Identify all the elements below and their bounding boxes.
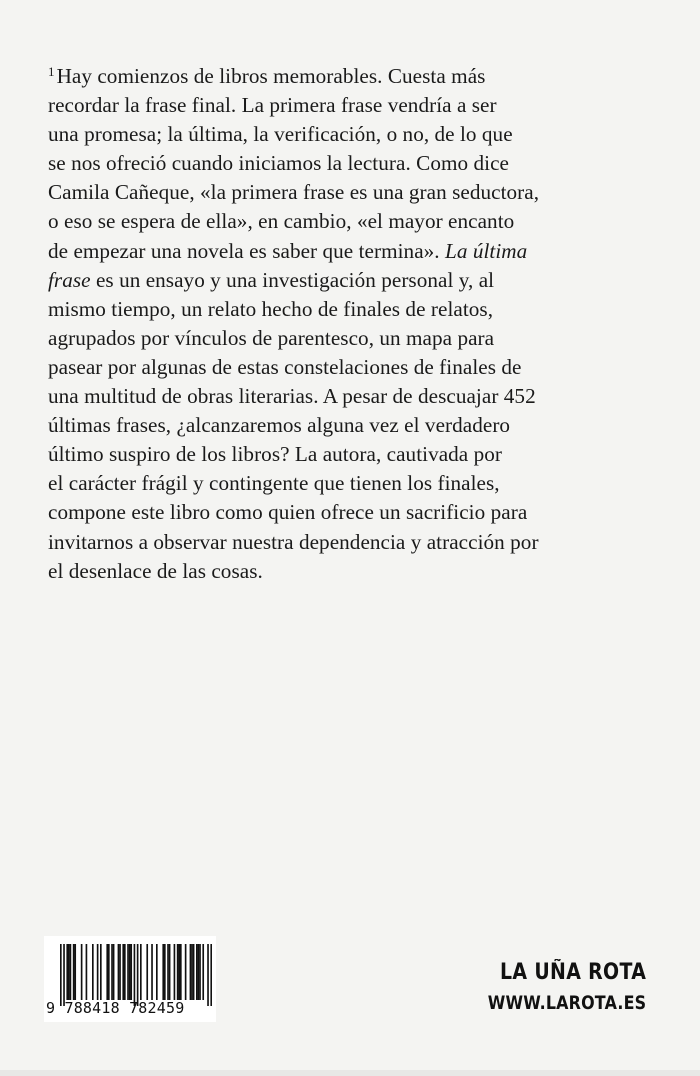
- barcode-bar: [130, 944, 132, 1000]
- barcode-bar: [169, 944, 171, 1000]
- blurb-line-14: último suspiro de los libros? La autora, cautivada por: [48, 442, 502, 467]
- barcode-bar: [156, 944, 158, 1000]
- barcode-bar: [167, 944, 169, 1000]
- barcode-bar: [100, 944, 102, 1000]
- blurb-line-1: $^1$Hay comienzos de libros memorables. Cuesta más: [48, 64, 486, 88]
- publisher-website[interactable]: WWW.LAROTA.ES: [487, 993, 646, 1014]
- blurb-line-13: últimas frases, ¿alcanzaremos alguna vez el verdadero: [48, 413, 511, 438]
- barcode-bar: [134, 944, 136, 1006]
- blurb-line-10: agrupados por vínculos de parentesco, un mapa para: [48, 325, 495, 350]
- barcode-bar: [74, 944, 76, 1000]
- isbn-number: 9 788418 782459: [46, 999, 185, 1017]
- barcode-bar: [140, 944, 142, 1000]
- blurb-line-9: mismo tiempo, un relato hecho de finales de relatos,: [48, 296, 494, 321]
- barcode-bar: [118, 944, 120, 1000]
- blurb-line-17: invitarnos a observar nuestra dependencia y atracción por: [48, 529, 539, 554]
- barcode-bar: [137, 944, 139, 1006]
- barcode-bar: [129, 944, 131, 1000]
- barcode-bar: [66, 944, 68, 1000]
- barcode-bar: [202, 944, 204, 1000]
- barcode-bar: [185, 944, 187, 1000]
- barcode-bar: [191, 944, 193, 1000]
- book-title-part-2: frase: [48, 267, 91, 292]
- blurb-line-18: el desenlace de las cosas.: [48, 558, 263, 583]
- isbn-barcode: [44, 936, 216, 1022]
- barcode-bar: [68, 944, 70, 1000]
- barcode-bar: [196, 944, 198, 1000]
- barcode-bar: [198, 944, 200, 1000]
- barcode-bar: [207, 944, 209, 1006]
- blurb-line-6: o eso se espera de ella», en cambio, «el mayor encanto: [48, 209, 515, 234]
- barcode-bar: [86, 944, 88, 1000]
- barcode-bar: [174, 944, 176, 1000]
- barcode-bar: [151, 944, 153, 1000]
- barcode-bar: [190, 944, 192, 1000]
- footnote-mark: 1: [48, 64, 55, 79]
- barcode-bar: [97, 944, 99, 1000]
- publisher-block: [462, 960, 646, 1014]
- barcode-bar: [113, 944, 115, 1000]
- blurb-line-4: se nos ofreció cuando iniciamos la lectura. Como dice: [48, 151, 509, 176]
- barcode-bar: [127, 944, 129, 1000]
- barcode-bar: [108, 944, 110, 1000]
- barcode-bar: [146, 944, 148, 1000]
- barcode-bar: [178, 944, 180, 1000]
- blurb-line-12: una multitud de obras literarias. A pesar de descuajar 452: [48, 384, 536, 409]
- book-title-part-1: La última: [445, 238, 528, 263]
- barcode-bar: [70, 944, 72, 1000]
- barcode-bar: [193, 944, 195, 1000]
- page-bottom-edge: [0, 1070, 700, 1076]
- blurb-line-15: el carácter frágil y contingente que tienen los finales,: [48, 471, 500, 496]
- barcode-bar: [111, 944, 113, 1000]
- barcode-bar: [180, 944, 182, 1000]
- blurb-line-5: Camila Cañeque, «la primera frase es una gran seductora,: [48, 180, 540, 205]
- blurb-line-3: una promesa; la última, la verificación, o no, de lo que: [48, 122, 513, 147]
- barcode-bar: [92, 944, 94, 1000]
- barcode-bar: [73, 944, 75, 1000]
- barcode-bar: [81, 944, 83, 1000]
- barcode-bar: [164, 944, 166, 1000]
- blurb-line-7: de empezar una novela es saber que termina». La última: [48, 238, 528, 263]
- barcode-bar: [119, 944, 121, 1000]
- book-blurb: [48, 62, 660, 586]
- publisher-name: LA UÑA ROTA: [499, 960, 646, 985]
- blurb-line-2: recordar la frase final. La primera frase vendría a ser: [48, 93, 497, 118]
- barcode-bar: [122, 944, 124, 1000]
- barcode-bar: [106, 944, 108, 1000]
- barcode-bar: [177, 944, 179, 1000]
- barcode-bar: [210, 944, 212, 1006]
- barcode-bar: [63, 944, 65, 1006]
- blurb-line-11: pasear por algunas de estas constelaciones de finales de: [48, 354, 522, 379]
- blurb-line-16: compone este libro como quien ofrece un sacrificio para: [48, 500, 528, 525]
- barcode-bar: [199, 944, 201, 1000]
- barcode-bar: [124, 944, 126, 1000]
- barcode-bar: [60, 944, 62, 1006]
- blurb-line-8: frase es un ensayo y una investigación personal y, al: [48, 267, 495, 292]
- barcode-bar: [162, 944, 164, 1000]
- barcode-bars-icon: [60, 944, 212, 1006]
